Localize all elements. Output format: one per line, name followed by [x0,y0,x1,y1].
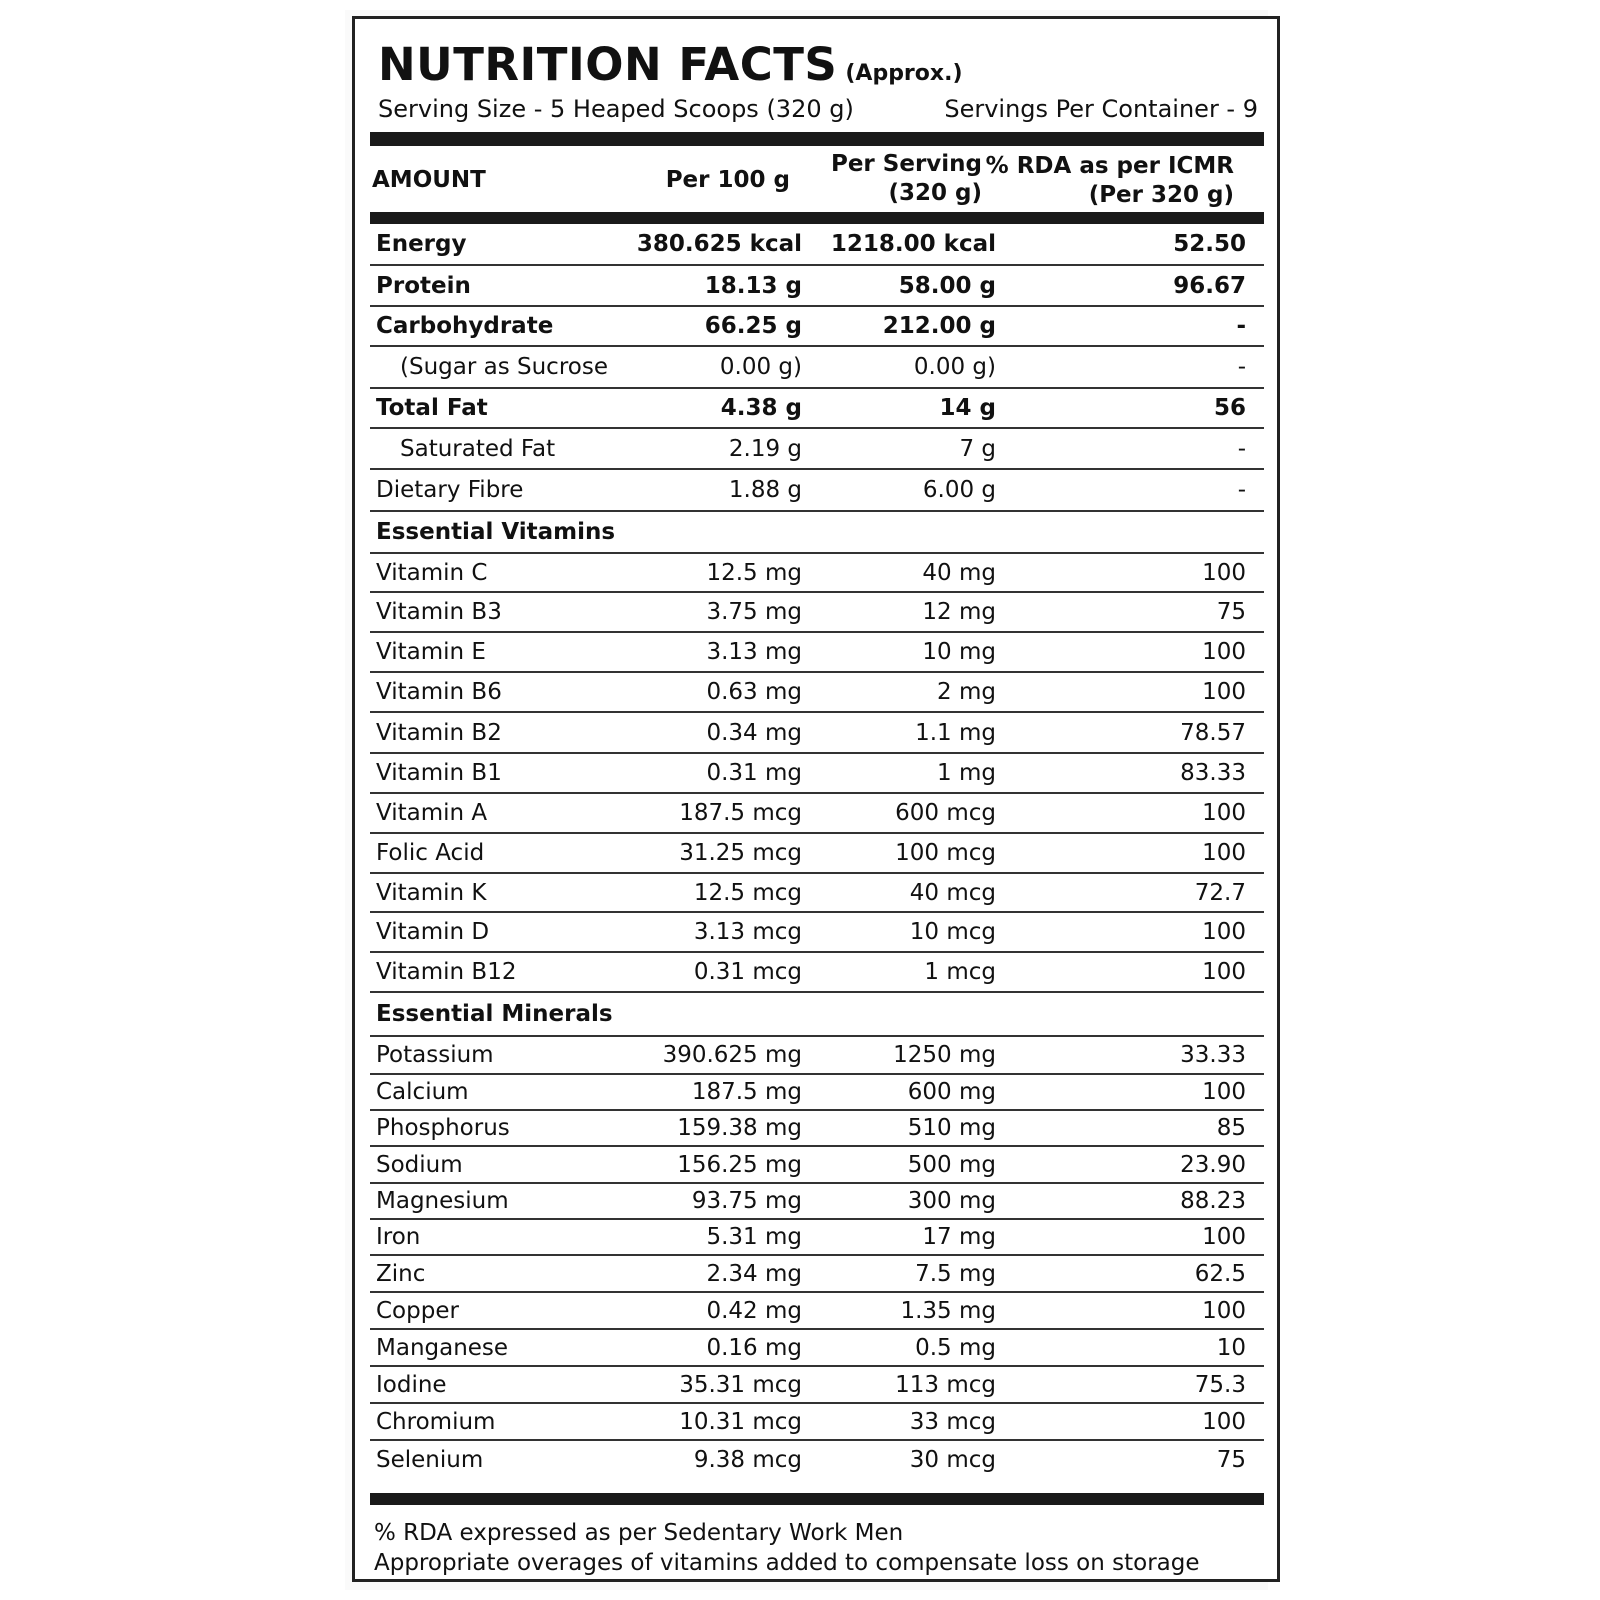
col-rda-line2: (Per 320 g) [1088,182,1234,208]
per-serving-value: 1218.00 kcal [830,231,996,257]
table-row [370,1367,1264,1404]
footnote-overages: Appropriate overages of vitamins added to compensate loss on storage [374,1550,1200,1576]
nutrient-table [370,224,1264,1479]
table-row [370,633,1264,673]
rda-value: 75.3 [1194,1371,1246,1398]
per-serving-value: 6.00 g [922,477,996,503]
per-serving-value: 10 mcg [909,919,996,945]
per-100g-value: 31.25 mcg [679,840,802,866]
table-row [370,913,1264,953]
nutrient-name: Potassium [376,1042,494,1068]
per-serving-value: 40 mcg [909,879,996,906]
nutrient-name: Carbohydrate [376,313,554,339]
rda-value: 78.57 [1180,719,1246,746]
nutrient-name: Saturated Fat [400,435,556,462]
table-row [370,1147,1264,1184]
rda-value: 33.33 [1180,1042,1246,1068]
nutrient-name: Calcium [376,1079,469,1105]
rda-value: 100 [1202,840,1246,866]
nutrient-name: Vitamin A [376,800,488,826]
nutrient-name: Vitamin B1 [376,760,502,786]
per-100g-value: 1.88 g [728,477,802,503]
nutrient-name: (Sugar as Sucrose [400,354,608,380]
per-serving-value: 30 mcg [909,1447,996,1473]
per-100g-value: 187.5 mg [691,1079,802,1105]
per-serving-value: 33 mcg [909,1408,996,1435]
footnote-rda: % RDA expressed as per Sedentary Work Men [374,1520,904,1546]
serving-info [378,92,1258,126]
table-row [370,554,1264,593]
per-serving-value: 12 mg [922,599,996,625]
table-row [370,1184,1264,1220]
rda-value: 100 [1202,1224,1246,1250]
nutrient-name: Magnesium [376,1188,509,1214]
table-row [370,1075,1264,1111]
col-amount: AMOUNT [372,167,486,193]
footer-divider [370,1493,1264,1505]
per-serving-value: 100 mcg [895,840,996,866]
per-serving-value: 500 mg [907,1151,996,1178]
table-row [370,1330,1264,1367]
table-row [370,307,1264,347]
rda-value: 23.90 [1180,1151,1246,1178]
rda-value: 85 [1216,1115,1246,1141]
nutrient-name: Vitamin B12 [376,959,517,985]
table-row [370,1220,1264,1256]
table-row [370,834,1264,874]
per-serving-value: 510 mg [907,1115,996,1141]
nutrient-name: Phosphorus [376,1115,510,1141]
rda-value: 100 [1202,919,1246,945]
per-100g-value: 18.13 g [704,272,802,299]
per-100g-value: 0.34 mg [706,719,802,746]
per-serving-value: 17 mg [922,1224,996,1250]
per-serving-value: 212.00 g [882,313,996,339]
per-100g-value: 3.13 mg [706,639,802,665]
per-100g-value: 0.31 mg [706,760,802,786]
per-100g-value: 0.00 g) [719,354,802,380]
table-row [370,389,1264,429]
table-row [370,593,1264,633]
nutrient-name: Zinc [376,1260,426,1287]
rda-value: 100 [1202,1079,1246,1105]
nutrient-name: Vitamin B3 [376,599,502,625]
rda-value: - [1237,435,1246,462]
table-row [370,347,1264,389]
per-100g-value: 12.5 mg [706,559,802,586]
nutrient-name: Vitamin B2 [376,719,502,746]
label-title: NUTRITION FACTS [378,38,838,91]
nutrient-name: Iodine [376,1371,447,1398]
rda-value: 100 [1202,679,1246,705]
nutrient-name: Vitamin B6 [376,679,502,705]
per-100g-value: 380.625 kcal [636,231,802,257]
table-row [370,1404,1264,1441]
per-serving-value: 10 mg [922,639,996,665]
nutrient-name: Dietary Fibre [376,477,524,503]
per-100g-value: 35.31 mcg [679,1371,802,1398]
per-serving-value: 2 mg [937,679,996,705]
nutrient-name: Total Fat [376,395,488,421]
per-serving-value: 600 mcg [895,800,996,826]
rda-value: 88.23 [1180,1188,1246,1214]
per-100g-value: 10.31 mcg [679,1408,802,1435]
table-row [370,754,1264,794]
per-100g-value: 159.38 mg [677,1115,802,1141]
footnotes [374,1518,1254,1578]
section-heading-vitamins [370,512,1264,554]
col-rda [986,152,1234,210]
per-100g-value: 187.5 mcg [679,800,802,826]
nutrient-name: Selenium [376,1447,484,1473]
per-serving-value: 7.5 mg [915,1260,996,1287]
rda-value: - [1237,354,1246,380]
nutrient-name: Folic Acid [376,840,485,866]
table-row [370,1293,1264,1330]
table-row [370,953,1264,993]
per-serving-value: 600 mg [907,1079,996,1105]
per-serving-value: 58.00 g [898,272,996,299]
per-100g-value: 4.38 g [720,395,802,421]
servings-per-container: Servings Per Container - 9 [944,95,1258,123]
table-row [370,429,1264,470]
per-100g-value: 0.31 mcg [693,959,802,985]
nutrient-name: Energy [376,231,467,257]
rda-value: 75 [1216,599,1246,625]
rda-value: 96.67 [1173,272,1246,299]
rda-value: 72.7 [1194,879,1246,906]
per-100g-value: 93.75 mg [691,1188,802,1214]
per-serving-value: 0.00 g) [913,354,996,380]
col-rda-line1: % RDA as per ICMR [985,153,1234,179]
per-serving-value: 14 g [939,395,996,421]
per-100g-value: 0.42 mg [706,1297,802,1324]
per-serving-value: 40 mg [922,559,996,586]
per-100g-value: 12.5 mcg [693,879,802,906]
nutrient-name: Manganese [376,1334,509,1361]
header-divider [370,132,1264,146]
per-100g-value: 2.19 g [728,435,802,462]
rda-value: 52.50 [1173,231,1246,257]
col-per-serving-line2: (320 g) [888,180,982,206]
per-serving-value: 1.35 mg [900,1297,996,1324]
nutrient-name: Vitamin D [376,919,490,945]
rda-value: - [1237,477,1246,503]
table-row [370,874,1264,913]
rda-value: 100 [1202,959,1246,985]
per-serving-value: 1250 mg [893,1042,996,1068]
nutrient-name: Iron [376,1224,421,1250]
table-row [370,794,1264,834]
title-row [378,38,1258,90]
rda-value: 56 [1213,395,1246,421]
per-100g-value: 0.16 mg [706,1334,802,1361]
rda-value: 75 [1216,1447,1246,1473]
col-per-serving [831,150,982,208]
section-heading-minerals [370,993,1264,1037]
per-100g-value: 9.38 mcg [693,1447,802,1473]
nutrient-name: Vitamin K [376,879,487,906]
per-serving-value: 7 g [959,435,996,462]
table-row [370,266,1264,307]
per-serving-value: 1 mg [937,760,996,786]
table-row [370,224,1264,266]
table-row [370,673,1264,713]
rda-value: 10 [1216,1334,1246,1361]
per-serving-value: 113 mcg [895,1371,996,1398]
nutrient-name: Chromium [376,1408,496,1435]
column-headers [370,146,1264,218]
table-row [370,713,1264,754]
title-note: (Approx.) [845,61,963,86]
table-row [370,1256,1264,1293]
per-100g-value: 5.31 mg [706,1224,802,1250]
per-100g-value: 3.75 mg [706,599,802,625]
table-row [370,1037,1264,1075]
per-100g-value: 3.13 mcg [693,919,802,945]
table-row [370,470,1264,512]
rda-value: 83.33 [1180,760,1246,786]
nutrient-name: Sodium [376,1151,463,1178]
rda-value: 100 [1202,1408,1246,1435]
per-100g-value: 66.25 g [704,313,802,339]
per-serving-value: 300 mg [907,1188,996,1214]
nutrient-name: Vitamin E [376,639,486,665]
rda-value: 100 [1202,639,1246,665]
columns-divider [370,212,1264,224]
section-title: Essential Vitamins [376,519,616,545]
section-title: Essential Minerals [376,1001,613,1027]
rda-value: 100 [1202,1297,1246,1324]
per-100g-value: 2.34 mg [706,1260,802,1287]
serving-size: Serving Size - 5 Heaped Scoops (320 g) [378,95,854,123]
col-per-serving-line1: Per Serving [830,151,982,177]
table-row [370,1111,1264,1147]
per-serving-value: 0.5 mg [915,1334,996,1361]
nutrient-name: Vitamin C [376,559,488,586]
per-serving-value: 1.1 mg [915,719,996,746]
rda-value: 100 [1202,800,1246,826]
rda-value: 100 [1202,559,1246,586]
nutrient-name: Protein [376,272,471,299]
rda-value: - [1236,313,1246,339]
per-100g-value: 156.25 mg [677,1151,802,1178]
nutrient-name: Copper [376,1297,459,1324]
per-serving-value: 1 mcg [924,959,996,985]
table-row [370,1441,1264,1479]
per-100g-value: 0.63 mg [706,679,802,705]
rda-value: 62.5 [1194,1260,1246,1287]
per-100g-value: 390.625 mg [662,1042,802,1068]
col-per-100g: Per 100 g [665,167,790,193]
